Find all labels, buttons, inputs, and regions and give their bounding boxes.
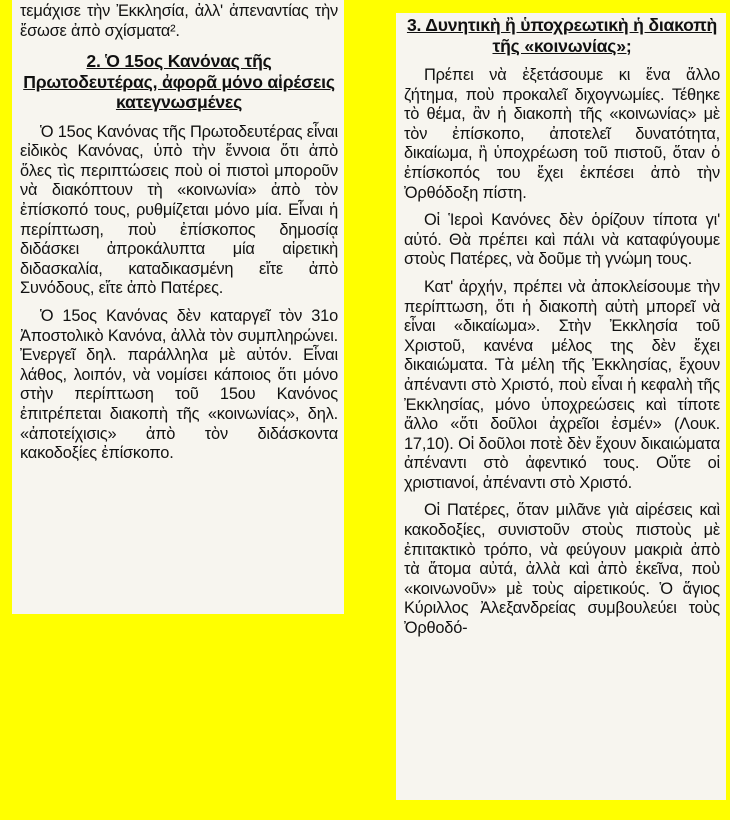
right-paragraph-1: Πρέπει νὰ ἐξετάσουμε κι ἕνα ἄλλο ζήτημα, ποὺ προκαλεῖ διχογνωμίες. Τέθηκε τὸ θέμα, ἂν ἡ διακοπὴ τῆς «κοινωνίας» μὲ τὸν ἐπίσκοπο, ἀποτελεῖ δυνατότητα, δικαίωμα, ἢ ὑποχρέωση τοῦ πιστοῦ, ὅταν ὁ ἐπίσκοπός του ἔχει ἐκπέσει ἀπὸ τὴν Ὀρθόδοξη πίστη. bbox=[404, 66, 720, 202]
left-intro-text: τεμάχισε τὴν Ἐκκλησία, ἀλλ' ἀπεναντίας τὴν ἔσωσε ἀπὸ σχίσματα². bbox=[20, 2, 338, 40]
right-paragraph-2: Οἱ Ἱεροὶ Κανόνες δὲν ὁρίζουν τίποτα γι' αὐτό. Θὰ πρέπει καὶ πάλι νὰ καταφύγουμε στοὺς Πατέρες, νὰ δοῦμε τὴ γνώμη τους. bbox=[404, 211, 720, 269]
right-paragraph-3: Κατ' ἀρχήν, πρέπει νὰ ἀποκλείσουμε τὴν περίπτωση, ὅτι ἡ διακοπὴ αὐτὴ μπορεῖ νὰ εἶναι «δικαίωμα». Στὴν Ἐκκλησία τοῦ Χριστοῦ, κανένα μέλος της δὲν ἔχει δικαιώματα. Τὰ μέλη τῆς Ἐκκλησίας, ἔχουν ἀπέναντι στὸ Χριστό, ποὺ εἶναι ἡ κεφαλὴ τῆς Ἐκκλησίας, μόνο ὑποχρεώσεις καὶ τίποτε ἄλλο «ὅτι δοῦλοι ἀχρεῖοι ἐσμέν» (Λουκ. 17,10). Οἱ δοῦλοι ποτὲ δὲν ἔχουν δικαιώματα ἀπέναντι στὸ ἀφεντικό τους. Οὔτε οἱ χριστιανοί, ἀπέναντι στὸ Χριστό. bbox=[404, 277, 720, 492]
left-text-column bbox=[12, 0, 344, 614]
section-2-heading: 2. Ὁ 15ος Κανόνας τῆς Πρωτοδευτέρας, ἀφορᾶ μόνο αἱρέσεις κατεγνωσμένες bbox=[23, 51, 335, 113]
section-3-heading: 3. Δυνητικὴ ἢ ὑποχρεωτικὴ ἡ διακοπὴ τῆς «κοινωνίας»; bbox=[406, 15, 718, 56]
left-paragraph-1: Ὁ 15ος Κανόνας τῆς Πρωτοδευτέρας εἶναι εἰδικὸς Κανόνας, ὑπὸ τὴν ἔννοια ὅτι ἀπὸ ὅλες τὶς περιπτώσεις ποὺ οἱ πιστοὶ μποροῦν νὰ διακόπτουν τὴ «κοινωνία» ἀπὸ τὸν ἐπίσκοπό τους, ρυθμίζεται μόνο μία. Εἶναι ἡ περίπτωση, ποὺ ἐπίσκοπος δημοσίᾳ διδάσκει ἀπροκάλυπτα μία αἱρετικὴ διδασκαλία, καταδικασμένη εἴτε ἀπὸ Συνόδους, εἴτε ἀπὸ Πατέρες. bbox=[20, 122, 338, 298]
right-paragraph-4: Οἱ Πατέρες, ὅταν μιλᾶνε γιὰ αἱρέσεις καὶ κακοδοξίες, συνιστοῦν στοὺς πιστοὺς μὲ ἐπιτακτικὸ τρόπο, νὰ φεύγουν μακριὰ ἀπὸ τὰ ἄτομα αὐτά, ἀλλὰ καὶ ἀπὸ ἐκεῖνα, ποὺ «κοινωνοῦν» μὲ τοὺς αἱρετικούς. Ὁ ἅγιος Κύριλλος Ἀλεξανδρείας συμβουλεύει τοὺς Ὀρθοδό- bbox=[404, 501, 720, 638]
right-text-column bbox=[396, 13, 726, 800]
left-paragraph-2: Ὁ 15ος Κανόνας δὲν καταργεῖ τὸν 31ο Ἀποστολικὸ Κανόνα, ἀλλὰ τὸν συμπληρώνει. Ἐνεργεῖ δηλ. παράλληλα μὲ αὐτόν. Εἶναι λάθος, λοιπόν, νὰ νομίσει κάποιος ὅτι μόνο στὴν περίπτωση τοῦ 15ου Κανόνος ἐπιτρέπεται διακοπὴ τῆς «κοινωνίας», δηλ. «ἀποτείχισις» ἀπὸ τὸν διδάσκοντα κακοδοξίες ἐπίσκοπο. bbox=[20, 307, 338, 463]
